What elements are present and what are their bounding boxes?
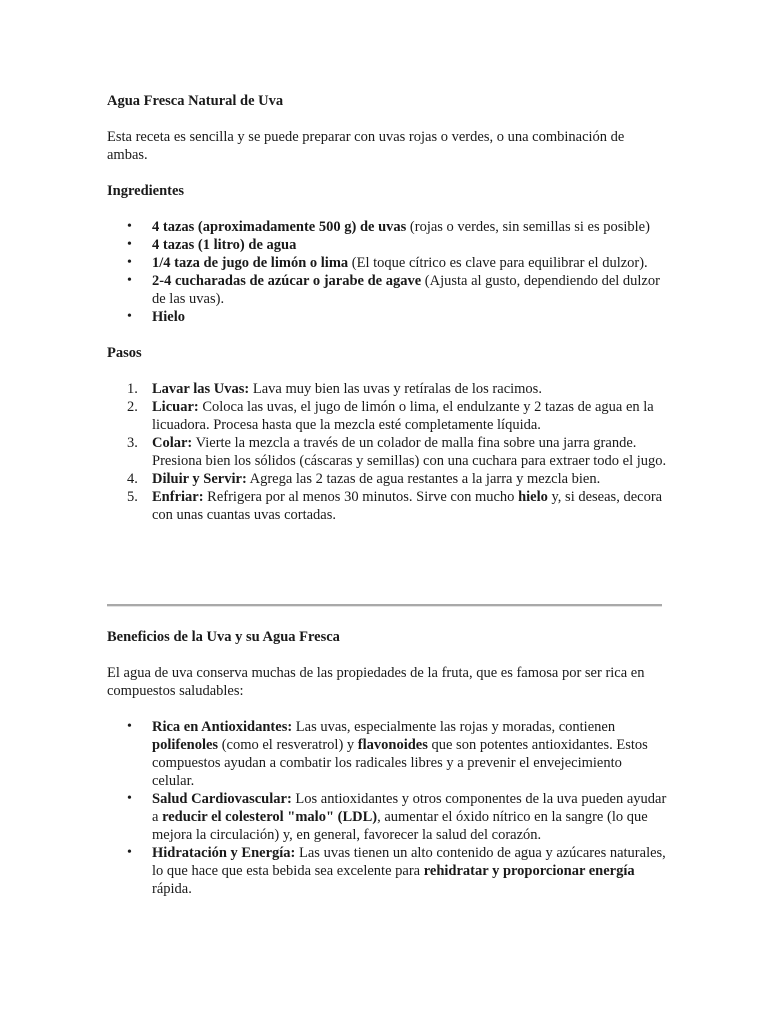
- ingredients-list: [107, 218, 667, 326]
- steps-heading: Pasos: [107, 345, 142, 361]
- bullet-icon: •: [127, 309, 132, 324]
- benefits-heading: Beneficios de la Uva y su Agua Fresca: [107, 629, 340, 645]
- list-item: 3. Colar: Vierte la mezcla a través de un colador de malla fina sobre una jarra grande. Presiona bien los sólidos (cáscaras y semillas) con una cuchara para extraer todo el jugo.: [127, 435, 667, 469]
- recipe-title: Agua Fresca Natural de Uva: [107, 93, 284, 109]
- list-item: 4. Diluir y Servir: Agrega las 2 tazas de agua restantes a la jarra y mezcla bien.: [127, 471, 601, 487]
- bullet-icon: •: [127, 791, 132, 806]
- list-item: • 1/4 taza de jugo de limón o lima (El toque cítrico es clave para equilibrar el dulzor).: [127, 255, 648, 271]
- recipe-intro: Esta receta es sencilla y se puede preparar con uvas rojas o verdes, o una combinación de ambas.: [107, 129, 625, 163]
- list-item: • 4 tazas (1 litro) de agua: [127, 237, 297, 253]
- list-item: 2. Licuar: Coloca las uvas, el jugo de limón o lima, el endulzante y 2 tazas de agua en la licuadora. Procesa hasta que la mezcla esté completamente líquida.: [127, 399, 654, 433]
- bullet-icon: •: [127, 273, 132, 288]
- list-item: 5. Enfriar: Refrigera por al menos 30 minutos. Sirve con mucho hielo y, si deseas, decora con unas cuantas uvas cortadas.: [127, 489, 663, 523]
- list-item: • Hidratación y Energía: Las uvas tienen un alto contenido de agua y azúcares naturales, lo que hace que esta bebida sea excelente para rehidratar y proporcionar energía rápida.: [127, 845, 666, 897]
- list-item: • Hielo: [127, 309, 186, 325]
- list-item: • 4 tazas (aproximadamente 500 g) de uvas (rojas o verdes, sin semillas si es posible): [127, 219, 650, 235]
- benefits-section: [107, 628, 667, 898]
- benefits-intro: El agua de uva conserva muchas de las propiedades de la fruta, que es famosa por ser rica en compuestos saludables:: [107, 665, 645, 699]
- bullet-icon: •: [127, 719, 132, 734]
- list-item: • Salud Cardiovascular: Los antioxidantes y otros componentes de la uva pueden ayudar a reducir el colesterol "malo" (LDL), aumentar el óxido nítrico en la sangre (lo que mejora la circulación) y, en general, favorecer la salud del corazón.: [127, 791, 667, 843]
- bullet-icon: •: [127, 845, 132, 860]
- bullet-icon: •: [127, 237, 132, 252]
- bullet-icon: •: [127, 255, 132, 270]
- ingredients-heading: Ingredientes: [107, 183, 185, 199]
- horizontal-divider: [107, 604, 662, 607]
- benefits-list: [107, 718, 667, 898]
- list-item: • 2-4 cucharadas de azúcar o jarabe de agave (Ajusta al gusto, dependiendo del dulzor de las uvas).: [127, 273, 660, 307]
- recipe-section: [107, 92, 667, 524]
- steps-list: [107, 380, 667, 524]
- bullet-icon: •: [127, 219, 132, 234]
- list-item: • Rica en Antioxidantes: Las uvas, especialmente las rojas y moradas, contienen polifenoles (como el resveratrol) y flavonoides que son potentes antioxidantes. Estos compuestos ayudan a combatir los radicales libres y a prevenir el envejecimiento celular.: [127, 719, 648, 789]
- list-item: 1. Lavar las Uvas: Lava muy bien las uvas y retíralas de los racimos.: [127, 381, 542, 397]
